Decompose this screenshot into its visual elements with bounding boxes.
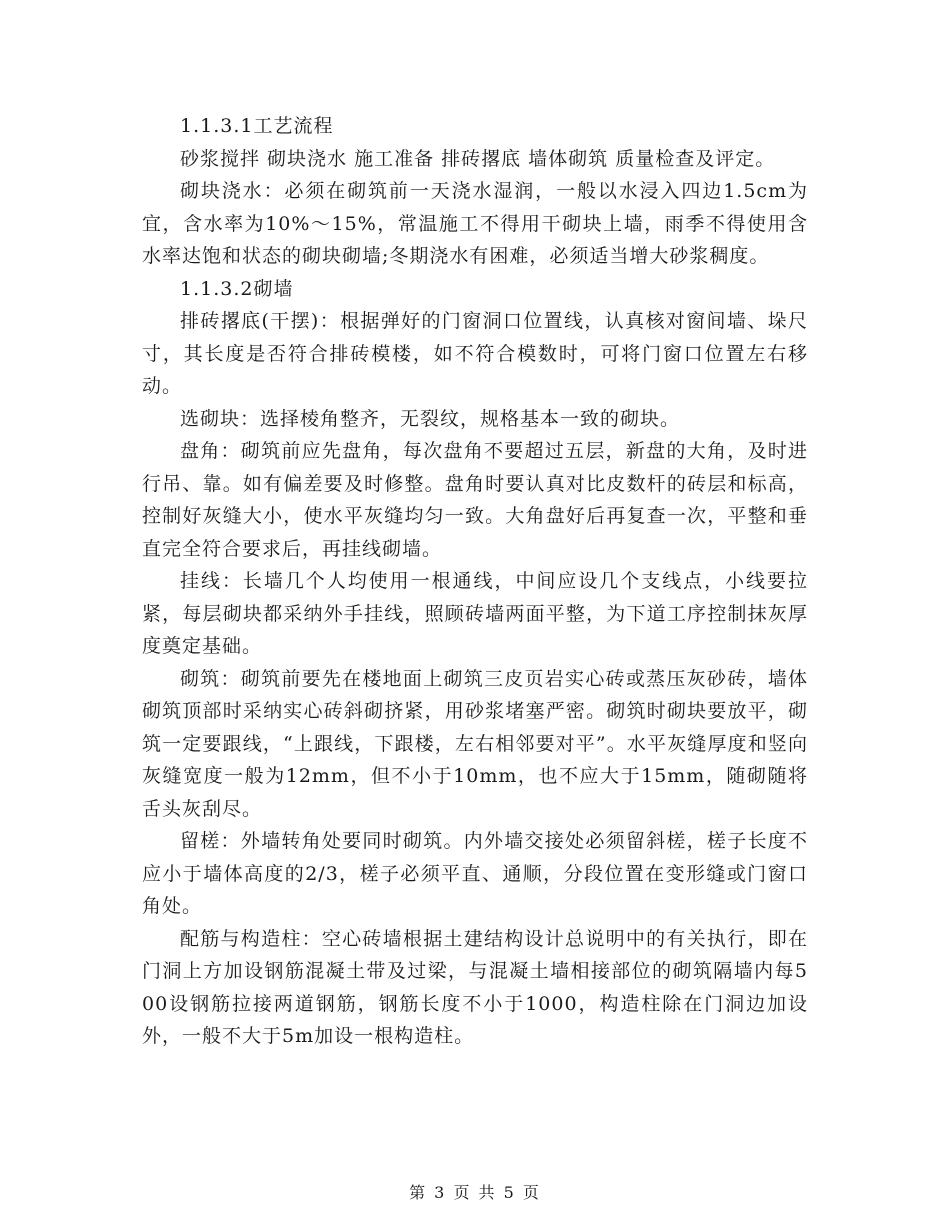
paragraph-process-steps: 砂浆搅拌 砌块浇水 施工准备 排砖撂底 墙体砌筑 质量检查及评定。 (180, 147, 776, 170)
paragraph-dry-layout: 排砖撂底(干摆)：根据弹好的门窗洞口位置线，认真核对窗间墙、垛尺寸，其长度是否符合排砖模楼，如不符合模数时，可将门窗口位置左右移动。 (142, 310, 808, 397)
section-heading-wall: 1.1.3.2砌墙 (180, 277, 294, 300)
paragraph-corner-building: 盘角：砌筑前应先盘角，每次盘角不要超过五层，新盘的大角，及时进行吊、靠。如有偏差要及时修整。盘角时要认真对比皮数杆的砖层和标高，控制好灰缝大小，使水平灰缝均匀一致。大角盘好后再复查一次，平整和垂直完全符合要求后，再挂线砌墙。 (142, 440, 808, 560)
paragraph-block-watering: 砌块浇水：必须在砌筑前一天浇水湿润，一般以水浸入四边1.5cm为宜，含水率为10%～15%，常温施工不得用干砌块上墙，雨季不得使用含水率达饱和状态的砌块砌墙;冬期浇水有困难，必须适当增大砂浆稠度。 (142, 180, 808, 267)
paragraph-masonry: 砌筑：砌筑前要先在楼地面上砌筑三皮页岩实心砖或蒸压灰砂砖，墙体砌筑顶部时采纳实心砖斜砌挤紧，用砂浆堵塞严密。砌筑时砌块要放平，砌筑一定要跟线，“上跟线，下跟楼，左右相邻要对平”。水平灰缝厚度和竖向灰缝宽度一般为12mm，但不小于10mm，也不应大于15mm，随砌随将舌头灰刮尽。 (142, 667, 808, 820)
paragraph-toothing: 留槎：外墙转角处要同时砌筑。内外墙交接处必须留斜槎，槎子长度不应小于墙体高度的2/3，槎子必须平直、通顺，分段位置在变形缝或门窗口角处。 (142, 830, 808, 917)
page-number-footer: 第 3 页 共 5 页 (409, 1183, 541, 1202)
section-heading-process: 1.1.3.1工艺流程 (180, 115, 334, 137)
paragraph-string-line: 挂线：长墙几个人均使用一根通线，中间应设几个支线点，小线要拉紧，每层砌块都采纳外手挂线，照顾砖墙两面平整，为下道工序控制抹灰厚度奠定基础。 (142, 570, 808, 657)
paragraph-block-selection: 选砌块：选择棱角整齐，无裂纹，规格基本一致的砌块。 (180, 407, 681, 430)
document-body (142, 110, 808, 1053)
paragraph-reinforcement: 配筋与构造柱：空心砖墙根据土建结构设计总说明中的有关执行，即在门洞上方加设钢筋混凝土带及过梁，与混凝土墙相接部位的砌筑隔墙内每500设钢筋拉接两道钢筋，钢筋长度不小于1000，构造柱除在门洞边加设外，一般不大于5m加设一根构造柱。 (142, 927, 808, 1047)
